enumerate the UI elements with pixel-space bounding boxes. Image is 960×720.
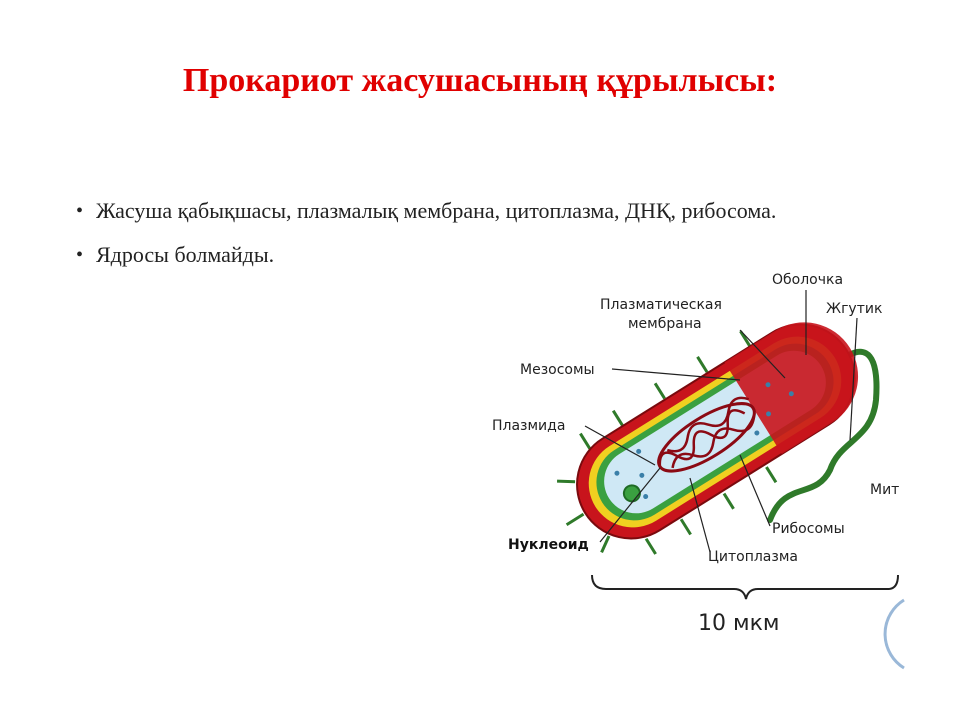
bullet-dot-icon: • (76, 244, 84, 266)
label-plasma-membrane-1: Плазматическая (600, 297, 722, 313)
label-citoplazma: Цитоплазма (708, 549, 798, 565)
label-plazmida: Плазмида (492, 418, 566, 434)
label-nukleoid: Нуклеоид (508, 537, 589, 553)
scale-label: 10 мкм (698, 611, 780, 636)
label-plasma-membrane-2: мембрана (628, 316, 702, 332)
slide-title: Прокариот жасушасының құрылысы: (182, 62, 778, 99)
partial-circle-graphic (885, 600, 904, 668)
label-obolochka: Оболочка (772, 272, 844, 288)
bullet-text: Ядросы болмайды. (96, 242, 275, 267)
bullet-text: Жасуша қабықшасы, плазмалық мембрана, цитоплазма, ДНҚ, рибосома. (96, 198, 777, 223)
label-mit: Мит (870, 482, 900, 498)
bullet-dot-icon: • (76, 200, 84, 222)
label-mezosomy: Мезосомы (520, 362, 595, 378)
scale-brace (592, 575, 898, 599)
label-zhgutik: Жгутик (826, 301, 883, 317)
label-ribosomy: Рибосомы (772, 521, 845, 537)
